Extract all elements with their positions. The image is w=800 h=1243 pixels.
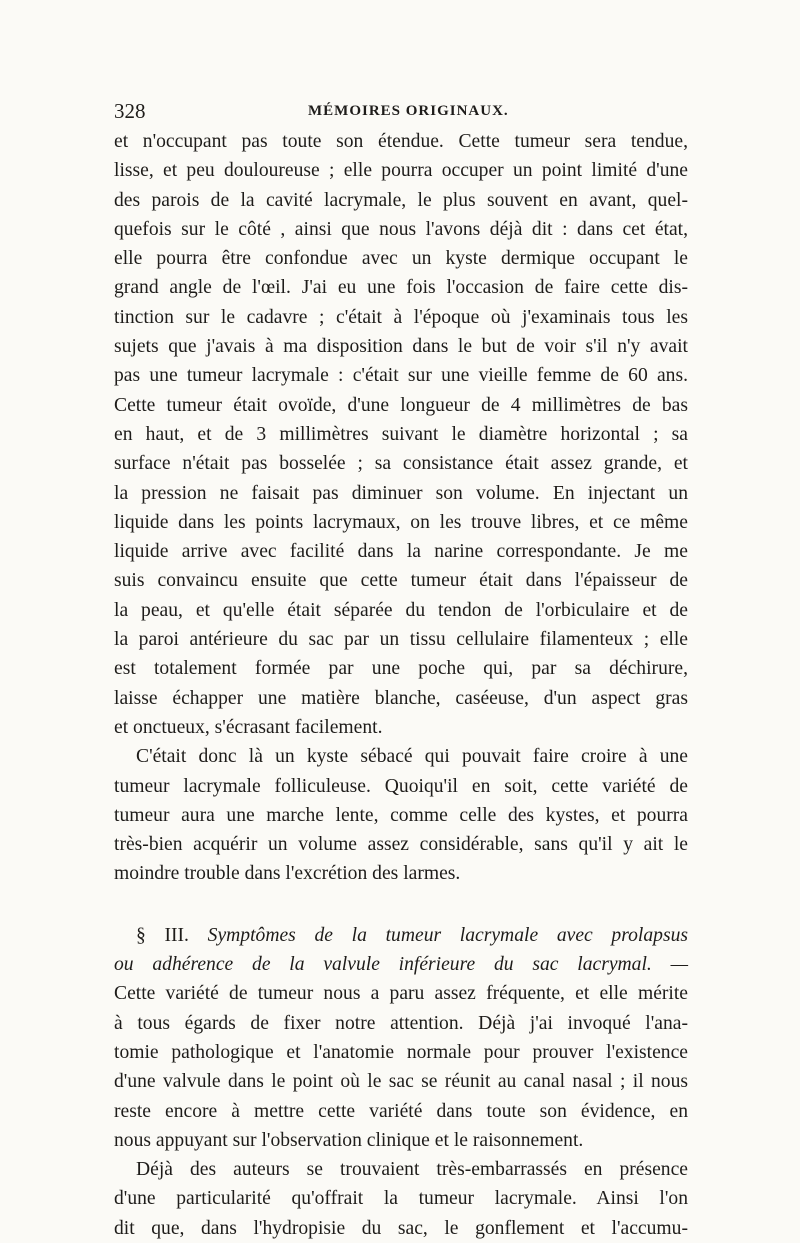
text-line: tumeur aura une marche lente, comme celle des kystes, et pourra — [114, 804, 688, 826]
text-line: Cette variété de tumeur nous a paru assez fréquente, et elle mérite — [114, 983, 688, 1005]
running-title: MÉMOIRES ORIGINAUX. — [308, 103, 509, 119]
text-line: Cette tumeur était ovoïde, d'une longueur de 4 millimètres de bas — [114, 394, 688, 416]
text-line: la peau, et qu'elle était séparée du tendon de l'orbiculaire et de — [114, 599, 688, 621]
text-line: tinction sur le cadavre ; c'était à l'époque où j'examinais tous les — [114, 306, 688, 328]
text-line: C'était donc là un kyste sébacé qui pouvait faire croire à une — [136, 746, 688, 768]
text-line: laisse échapper une matière blanche, caséeuse, d'un aspect gras — [114, 687, 688, 709]
section-heading — [114, 921, 688, 950]
paragraph — [114, 742, 688, 888]
text-line: la paroi antérieure du sac par un tissu cellulaire filamenteux ; elle — [114, 629, 688, 651]
text-line: nous appuyant sur l'observation clinique et le raisonnement. — [114, 1129, 584, 1151]
text-line: à tous égards de fixer notre attention. Déjà j'ai invoqué l'ana- — [114, 1012, 688, 1034]
paragraph — [114, 127, 688, 742]
text-line: quefois sur le côté , ainsi que nous l'avons déjà dit : dans cet état, — [114, 218, 688, 240]
running-head — [114, 98, 688, 124]
text-line: moindre trouble dans l'excrétion des larmes. — [114, 863, 461, 885]
paragraph — [114, 1155, 688, 1243]
text-line: dit que, dans l'hydropisie du sac, le gonflement et l'accumu- — [114, 1217, 688, 1239]
text-line: et onctueux, s'écrasant facilement. — [114, 716, 383, 738]
body-text — [114, 127, 688, 1243]
text-line: la pression ne faisait pas diminuer son volume. En injectant un — [114, 482, 688, 504]
section-spacer — [114, 889, 688, 921]
text-line: surface n'était pas bosselée ; sa consistance était assez grande, et — [114, 453, 688, 475]
text-line: reste encore à mettre cette variété dans toute son évidence, en — [114, 1100, 688, 1122]
text-line: tomie pathologique et l'anatomie normale pour prouver l'existence — [114, 1041, 688, 1063]
section-number: § III. — [136, 924, 189, 946]
text-line: d'une particularité qu'offrait la tumeur lacrymale. Ainsi l'on — [114, 1188, 688, 1210]
text-line: elle pourra être confondue avec un kyste dermique occupant le — [114, 248, 688, 270]
text-line: suis convaincu ensuite que cette tumeur était dans l'épaisseur de — [114, 570, 688, 592]
text-line: et n'occupant pas toute son étendue. Cette tumeur sera tendue, — [114, 131, 688, 152]
text-line: lisse, et peu douloureuse ; elle pourra occuper un point limité d'une — [114, 160, 688, 182]
section-title: Symptômes de la tumeur lacrymale avec prolapsus — [207, 924, 688, 946]
text-line: pas une tumeur lacrymale : c'était sur une vieille femme de 60 ans. — [114, 365, 688, 387]
text-line: liquide arrive avec facilité dans la narine correspondante. Je me — [114, 541, 688, 563]
section — [114, 921, 688, 1155]
text-line: des parois de la cavité lacrymale, le plus souvent en avant, quel- — [114, 189, 688, 211]
text-line: tumeur lacrymale folliculeuse. Quoiqu'il en soit, cette variété de — [114, 775, 688, 797]
text-line: est totalement formée par une poche qui, par sa déchirure, — [114, 658, 688, 680]
text-line: très-bien acquérir un volume assez considérable, sans qu'il y ait le — [114, 834, 688, 856]
text-line: Déjà des auteurs se trouvaient très-embarrassés en présence — [136, 1159, 688, 1181]
book-page — [114, 98, 688, 1243]
section-heading-continued: ou adhérence de la valvule inférieure du sac lacrymal. — — [114, 954, 688, 976]
page-number: 328 — [114, 99, 146, 123]
text-line: en haut, et de 3 millimètres suivant le diamètre horizontal ; sa — [114, 423, 688, 445]
text-line: liquide dans les points lacrymaux, on les trouve libres, et ce même — [114, 511, 688, 533]
text-line: sujets que j'avais à ma disposition dans le but de voir s'il n'y avait — [114, 336, 688, 358]
text-line: grand angle de l'œil. J'ai eu une fois l'occasion de faire cette dis- — [114, 277, 688, 299]
text-line: d'une valvule dans le point où le sac se réunit au canal nasal ; il nous — [114, 1071, 688, 1093]
